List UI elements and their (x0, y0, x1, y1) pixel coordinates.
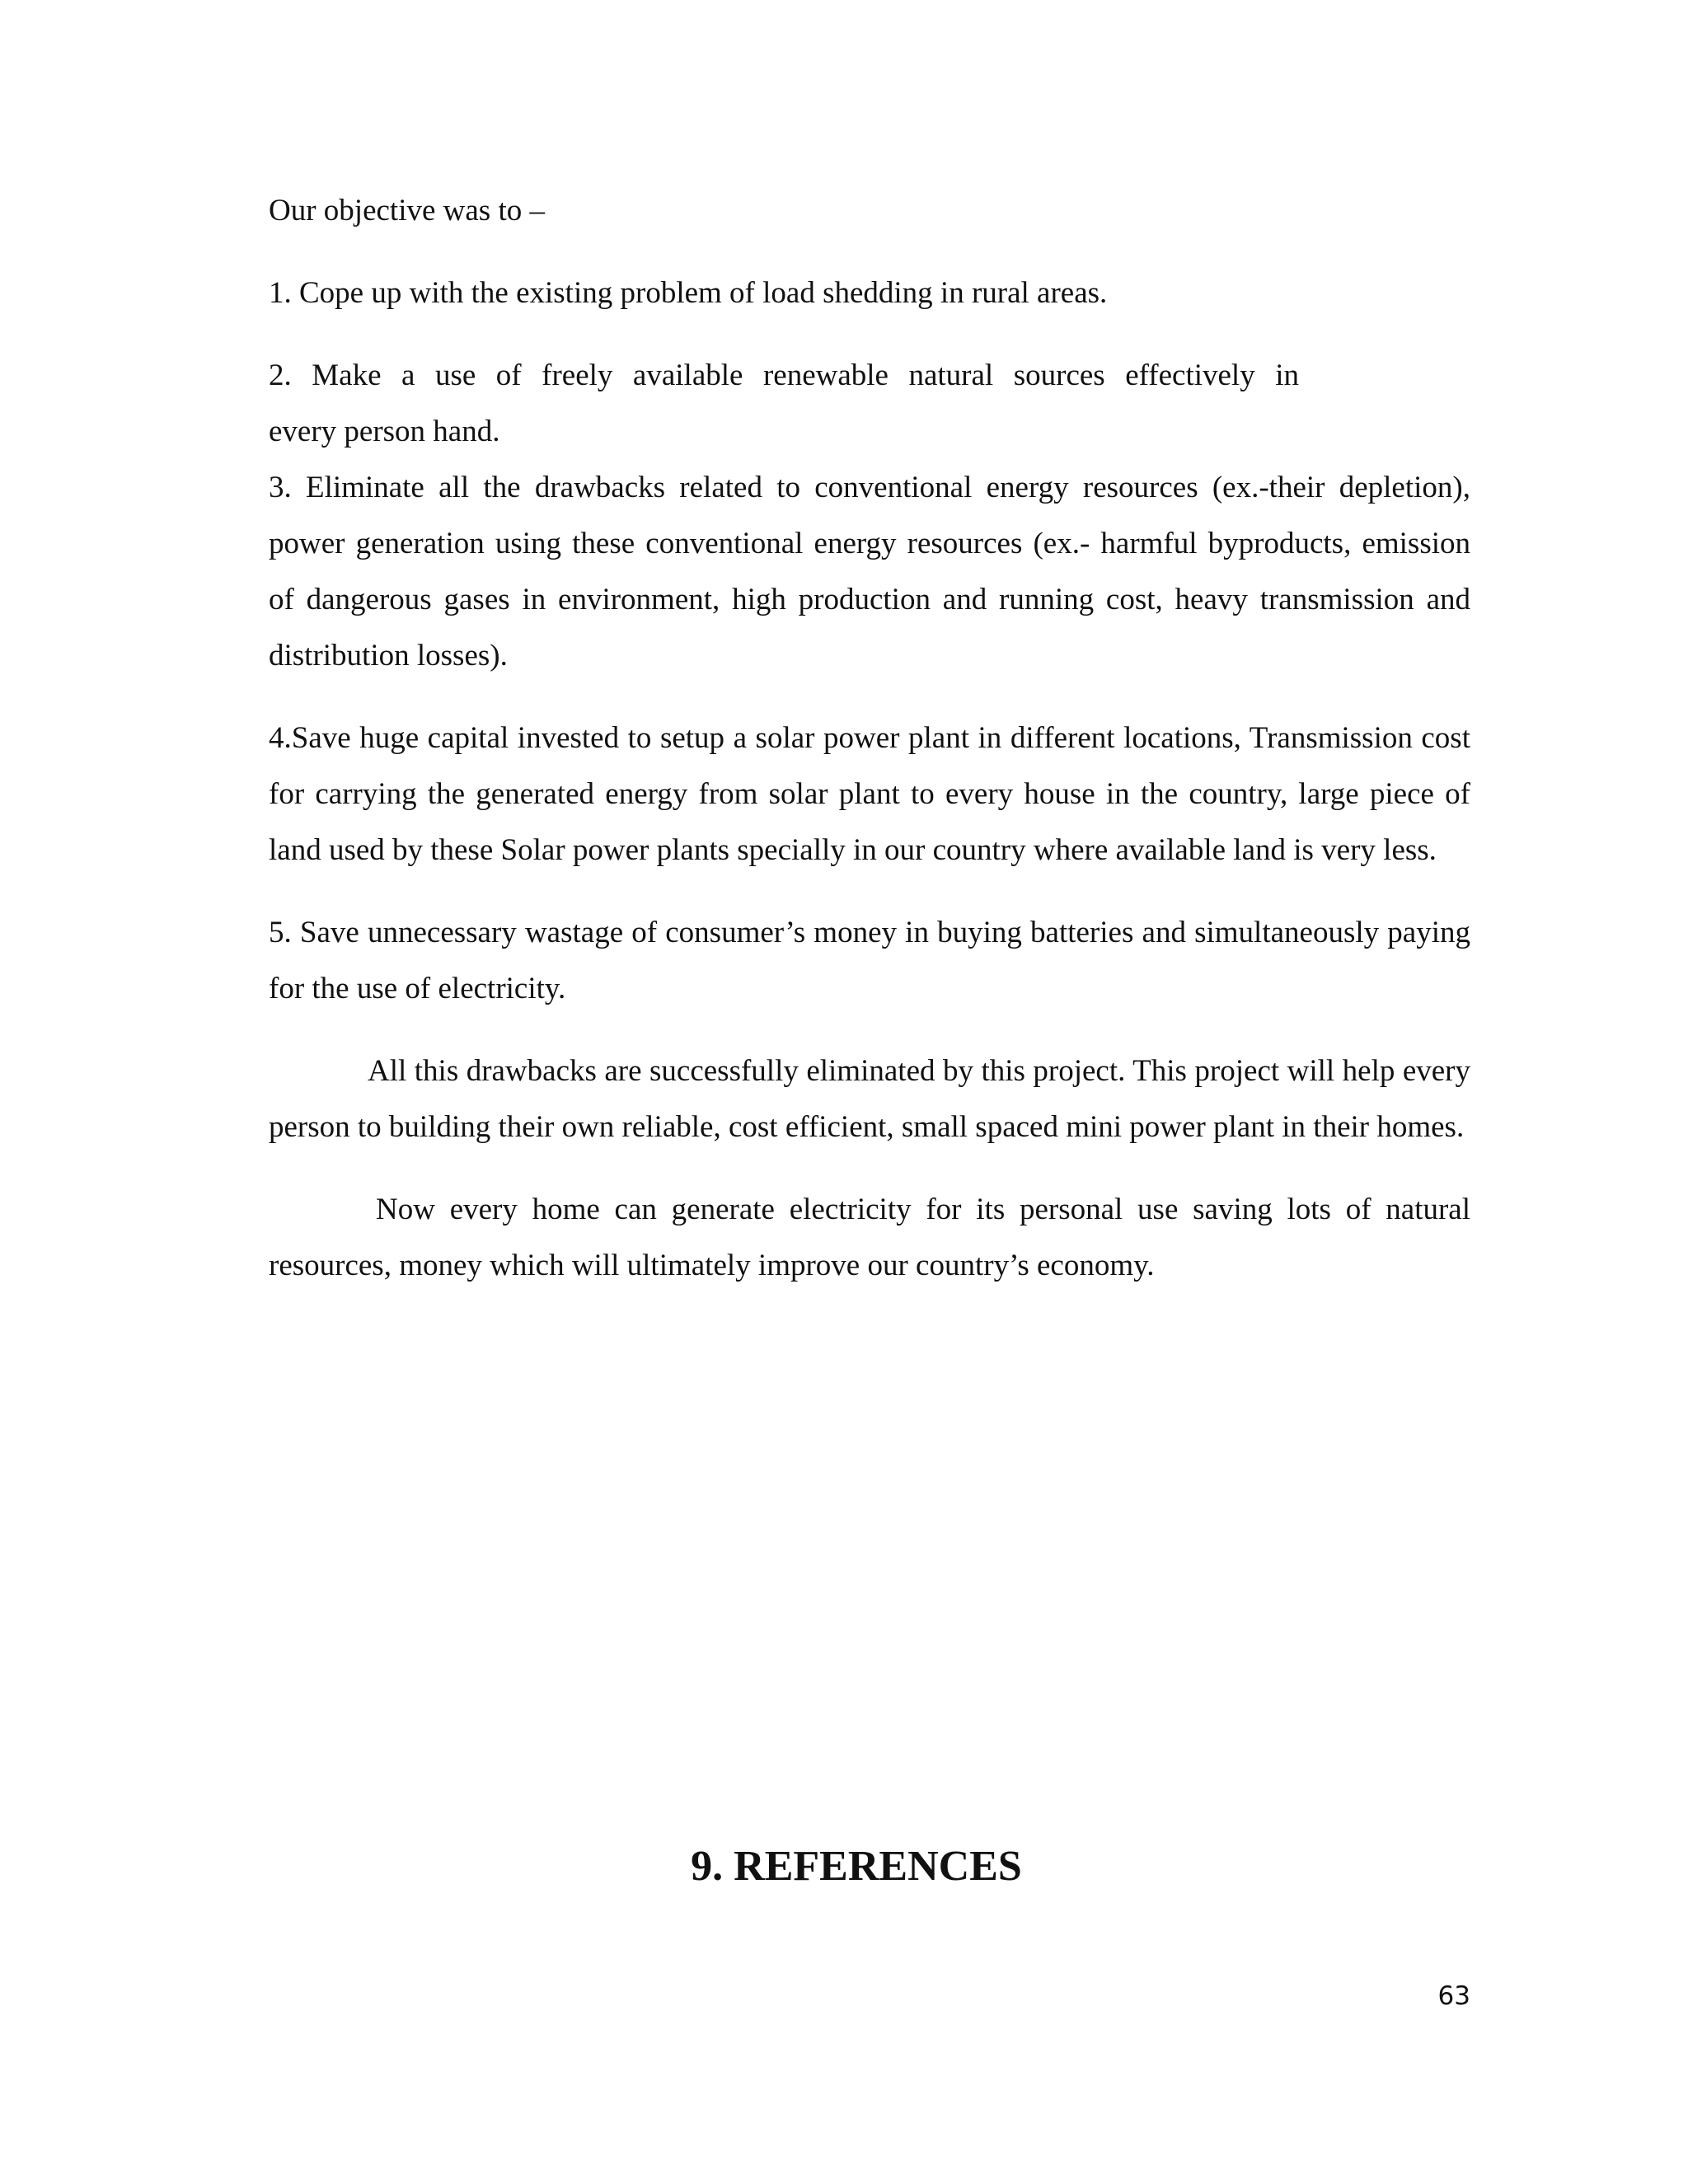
closing-paragraph-1: All this drawbacks are successfully eliminated by this project. This project will help every person to building their own reliable, cost efficient, small spaced mini power plant in their homes. (269, 1054, 1470, 1144)
intro-paragraph: Our objective was to – (269, 194, 545, 227)
page-number: 63 (1437, 1981, 1470, 2011)
objective-item-1: 1. Cope up with the existing problem of load shedding in rural areas. (269, 276, 1108, 310)
objective-item-5: 5. Save unnecessary wastage of consumer’s money in buying batteries and simultaneously paying for the use of electricity. (269, 916, 1470, 1005)
objective-item-3: 3. Eliminate all the drawbacks related to conventional energy resources (ex.-their depletion), power generation using these conventional energy resources (ex.- harmful byproducts, emission of dangerous gases in environment, high production and running cost, heavy transmission and distribution losses). (269, 471, 1470, 673)
section-heading: 9. REFERENCES (691, 1843, 1022, 1890)
objective-item-2-continuation: every person hand. (269, 415, 500, 448)
objective-item-4: 4.Save huge capital invested to setup a solar power plant in different locations, Transmission cost for carrying the generated energy from solar plant to every house in the country, large piece of land used by these Solar power plants specially in our country where available land is very less. (269, 721, 1470, 867)
objective-item-2: 2. Make a use of freely available renewable natural sources effectively in (269, 359, 1299, 392)
closing-paragraph-2: Now every home can generate electricity for its personal use saving lots of natural resources, money which will ultimately improve our country’s economy. (269, 1193, 1470, 1282)
body-text (269, 183, 1470, 1294)
